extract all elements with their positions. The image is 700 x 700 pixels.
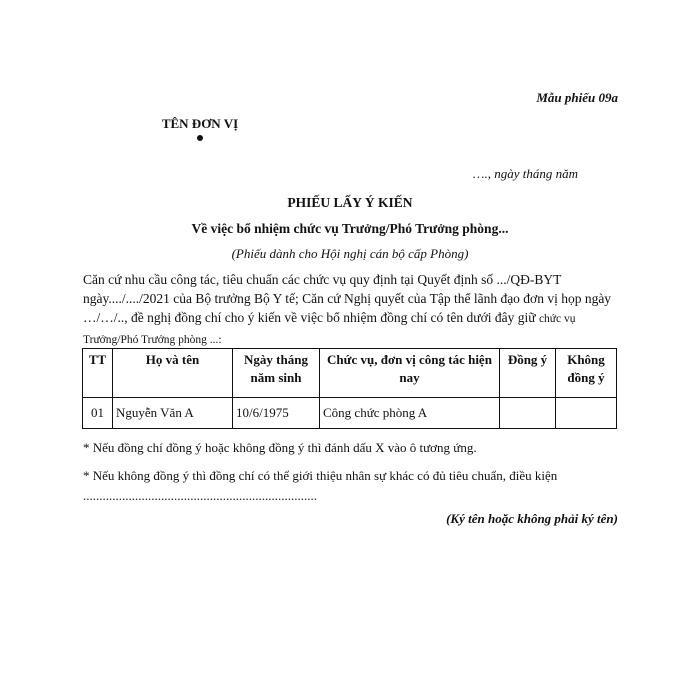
vote-table: [82, 348, 617, 429]
header-disagree: Không đồng ý: [556, 349, 617, 398]
document-title: PHIẾU LẤY Ý KIẾN: [287, 195, 413, 210]
organization-name: TÊN ĐƠN VỊ: [161, 116, 239, 131]
form-code: Mẫu phiếu 09a: [536, 90, 618, 105]
header-position: Chức vụ, đơn vị công tác hiện nay: [320, 349, 500, 398]
document-audience-note: (Phiếu dành cho Hội nghị cán bộ cấp Phòng): [231, 246, 469, 261]
table-row: [83, 398, 617, 429]
header-agree: Đồng ý: [500, 349, 556, 398]
intro-text: Căn cứ nhu cầu công tác, tiêu chuẩn các chức vụ quy định tại Quyết định số .../QĐ-BYT ngày..../..../2021 của Bộ trưởng Bộ Y tế; Căn cứ Nghị quyết của Tập thể lãnh đạo đơn vị họp ngày …/…/.., đề nghị đồng chí cho ý kiến về việc bổ nhiệm đồng chí có tên dưới đây giữ: [83, 272, 612, 325]
bullet-dot-icon: [197, 135, 203, 141]
note-disagree: * Nếu không đồng ý thì đồng chí có thể giới thiệu nhân sự khác có đủ tiêu chuẩn, điều kiện ........................................................................: [83, 468, 558, 503]
document-subtitle: Về việc bổ nhiệm chức vụ Trưởng/Phó Trưởng phòng...: [191, 221, 509, 236]
intro-paragraph: [83, 270, 623, 350]
cell-date-of-birth: 10/6/1975: [233, 398, 320, 429]
cell-tt: 01: [83, 398, 113, 429]
cell-position: Công chức phòng A: [320, 398, 500, 429]
header-full-name: Họ và tên: [113, 349, 233, 398]
note-agree: * Nếu đồng chí đồng ý hoặc không đồng ý thì đánh dấu X vào ô tương ứng.: [83, 440, 477, 455]
intro-tail: chức vụ Trưởng/Phó Trưởng phòng ...:: [83, 313, 576, 346]
header-tt: TT: [83, 349, 113, 398]
cell-disagree-checkbox[interactable]: [556, 398, 617, 429]
header-date-of-birth: Ngày tháng năm sinh: [233, 349, 320, 398]
place-date-line: …., ngày tháng năm: [472, 166, 578, 181]
table-header-row: [83, 349, 617, 398]
signature-note: (Ký tên hoặc không phải ký tên): [446, 511, 618, 526]
cell-full-name: Nguyễn Văn A: [113, 398, 233, 429]
cell-agree-checkbox[interactable]: [500, 398, 556, 429]
